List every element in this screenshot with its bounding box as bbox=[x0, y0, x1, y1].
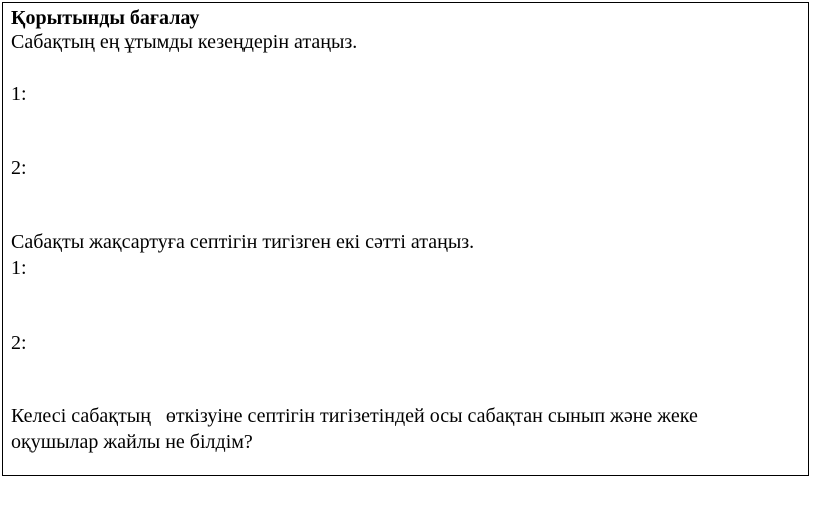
question-3-line-1: Келесі сабақтың өткізуіне септігін тигізетіндей осы сабақтан сынып және жеке bbox=[11, 405, 698, 427]
answer-label-2-1: 1: bbox=[11, 257, 27, 279]
answer-label-2-2: 2: bbox=[11, 332, 27, 354]
question-3-line-2: оқушылар жайлы не білдім? bbox=[11, 431, 253, 453]
heading: Қорытынды бағалау bbox=[11, 7, 200, 29]
question-2: Сабақты жақсартуға септігін тигізген екі сәтті атаңыз. bbox=[11, 231, 475, 253]
assessment-box bbox=[2, 2, 809, 476]
answer-label-1-1: 1: bbox=[11, 83, 27, 105]
question-1: Сабақтың ең ұтымды кезеңдерін атаңыз. bbox=[11, 31, 358, 53]
answer-label-1-2: 2: bbox=[11, 157, 27, 179]
